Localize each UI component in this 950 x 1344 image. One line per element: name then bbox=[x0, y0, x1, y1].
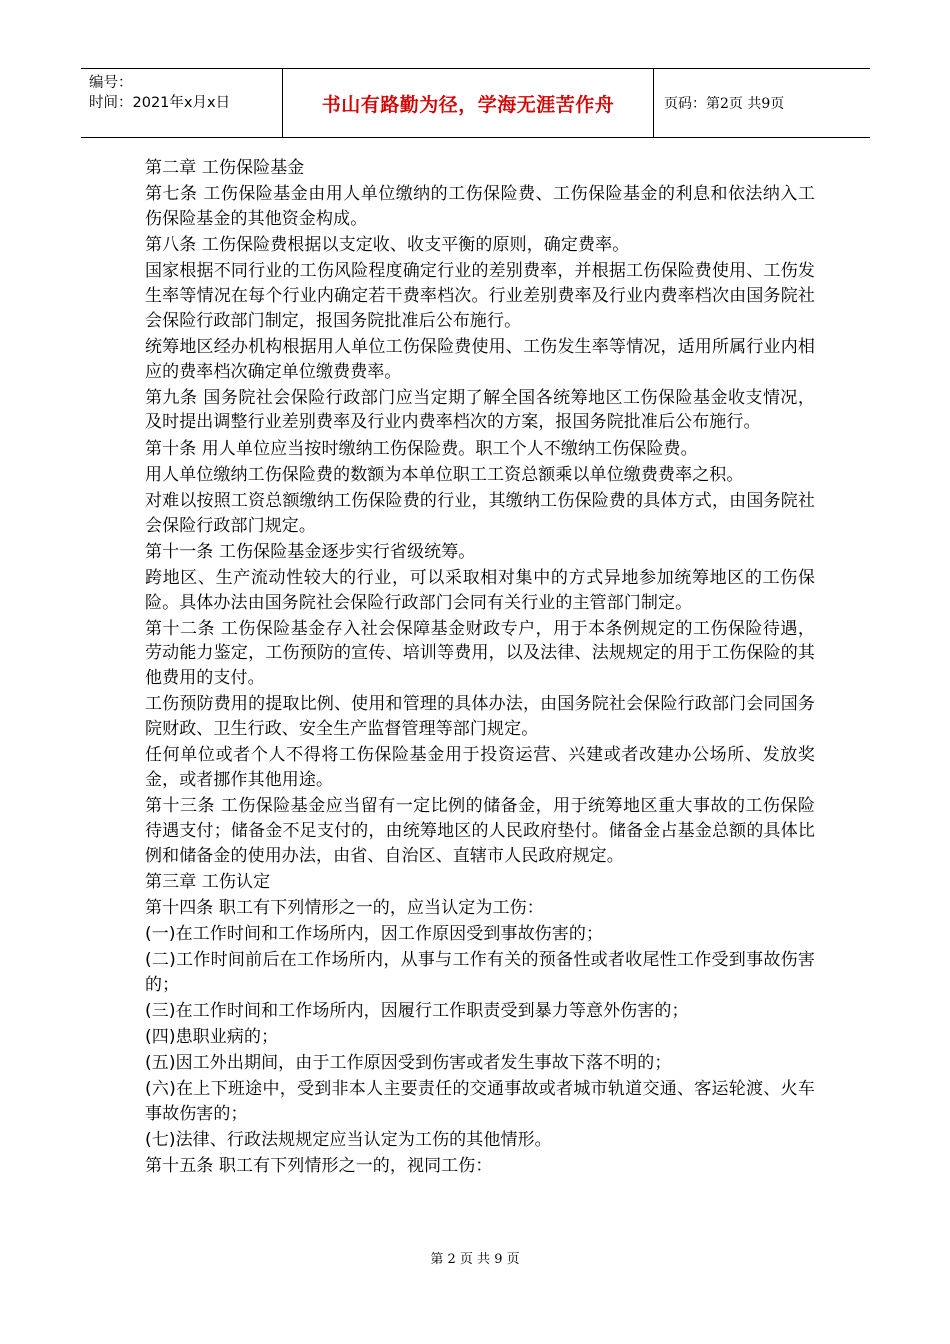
paragraph: 对难以按照工资总额缴纳工伤保险费的行业，其缴纳工伤保险费的具体方式，由国务院社会保险行政部门规定。 bbox=[145, 490, 815, 536]
paragraph: 第十五条 职工有下列情形之一的，视同工伤： bbox=[145, 1156, 493, 1177]
paragraph: (五)因工外出期间，由于工作原因受到伤害或者发生事故下落不明的； bbox=[145, 1053, 672, 1074]
paragraph: (六)在上下班途中，受到非本人主要责任的交通事故或者城市轨道交通、客运轮渡、火车事故伤害的； bbox=[145, 1079, 815, 1125]
paragraph: 国家根据不同行业的工伤风险程度确定行业的差别费率，并根据工伤保险费使用、工伤发生率等情况在每个行业内确定若干费率档次。行业差别费率及行业内费率档次由国务院社会保险行政部门制定，报国务院批准后公布施行。 bbox=[145, 261, 815, 331]
paragraph: 第十条 用人单位应当按时缴纳工伤保险费。职工个人不缴纳工伤保险费。 bbox=[145, 438, 698, 459]
paragraph: 用人单位缴纳工伤保险费的数额为本单位职工工资总额乘以单位缴费费率之积。 bbox=[145, 464, 744, 485]
paragraph: (七)法律、行政法规规定应当认定为工伤的其他情形。 bbox=[145, 1130, 552, 1151]
paragraph: 第十三条 工伤保险基金应当留有一定比例的储备金，用于统筹地区重大事故的工伤保险待遇支付；储备金不足支付的，由统筹地区的人民政府垫付。储备金占基金总额的具体比例和储备金的使用办法，由省、自治区、直辖市人民政府规定。 bbox=[145, 796, 815, 866]
paragraph: 第三章 工伤认定 bbox=[145, 871, 271, 892]
time-label: 时间：2021年x月x日 bbox=[89, 95, 231, 111]
paragraph: (三)在工作时间和工作场所内，因履行工作职责受到暴力等意外伤害的； bbox=[145, 1000, 689, 1021]
paragraph: 跨地区、生产流动性较大的行业，可以采取相对集中的方式异地参加统筹地区的工伤保险。具体办法由国务院社会保险行政部门会同有关行业的主管部门制定。 bbox=[145, 567, 815, 613]
paragraph: (一)在工作时间和工作场所内，因工作原因受到事故伤害的； bbox=[145, 923, 604, 944]
page-header bbox=[81, 68, 870, 138]
header-motto: 书山有路勤为径，学海无涯苦作舟 bbox=[282, 69, 654, 137]
paragraph: 第九条 国务院社会保险行政部门应当定期了解全国各统筹地区工伤保险基金收支情况，及时提出调整行业差别费率及行业内费率档次的方案，报国务院批准后公布施行。 bbox=[145, 387, 815, 433]
paragraph: 第十一条 工伤保险基金逐步实行省级统筹。 bbox=[145, 541, 476, 562]
paragraph: 第二章 工伤保险基金 bbox=[145, 158, 305, 178]
header-meta bbox=[81, 69, 282, 137]
paragraph: 第十四条 职工有下列情形之一的，应当认定为工伤： bbox=[145, 897, 544, 918]
paragraph: 第七条 工伤保险基金由用人单位缴纳的工伤保险费、工伤保险基金的利息和依法纳入工伤保险基金的其他资金构成。 bbox=[145, 184, 815, 229]
paragraph: 任何单位或者个人不得将工伤保险基金用于投资运营、兴建或者改建办公场所、发放奖金，或者挪作其他用途。 bbox=[145, 745, 815, 790]
document-body bbox=[145, 156, 815, 1180]
header-page-info: 页码：第2页 共9页 bbox=[664, 96, 785, 112]
paragraph: 第八条 工伤保险费根据以支定收、收支平衡的原则，确定费率。 bbox=[145, 234, 630, 255]
paragraph: 第十二条 工伤保险基金存入社会保障基金财政专户，用于本条例规定的工伤保险待遇，劳动能力鉴定，工伤预防的宣传、培训等费用，以及法律、法规规定的用于工伤保险的其他费用的支付。 bbox=[145, 618, 815, 689]
paragraph: (二)工作时间前后在工作场所内，从事与工作有关的预备性或者收尾性工作受到事故伤害的； bbox=[145, 950, 815, 995]
paragraph: (四)患职业病的； bbox=[145, 1027, 279, 1048]
page-footer: 第 2 页 共 9 页 bbox=[430, 1252, 520, 1267]
paragraph: 工伤预防费用的提取比例、使用和管理的具体办法，由国务院社会保险行政部门会同国务院财政、卫生行政、安全生产监督管理等部门规定。 bbox=[145, 694, 815, 740]
number-label: 编号： bbox=[89, 75, 133, 91]
paragraph: 统筹地区经办机构根据用人单位工伤保险费使用、工伤发生率等情况，适用所属行业内相应的费率档次确定单位缴费费率。 bbox=[145, 336, 815, 382]
